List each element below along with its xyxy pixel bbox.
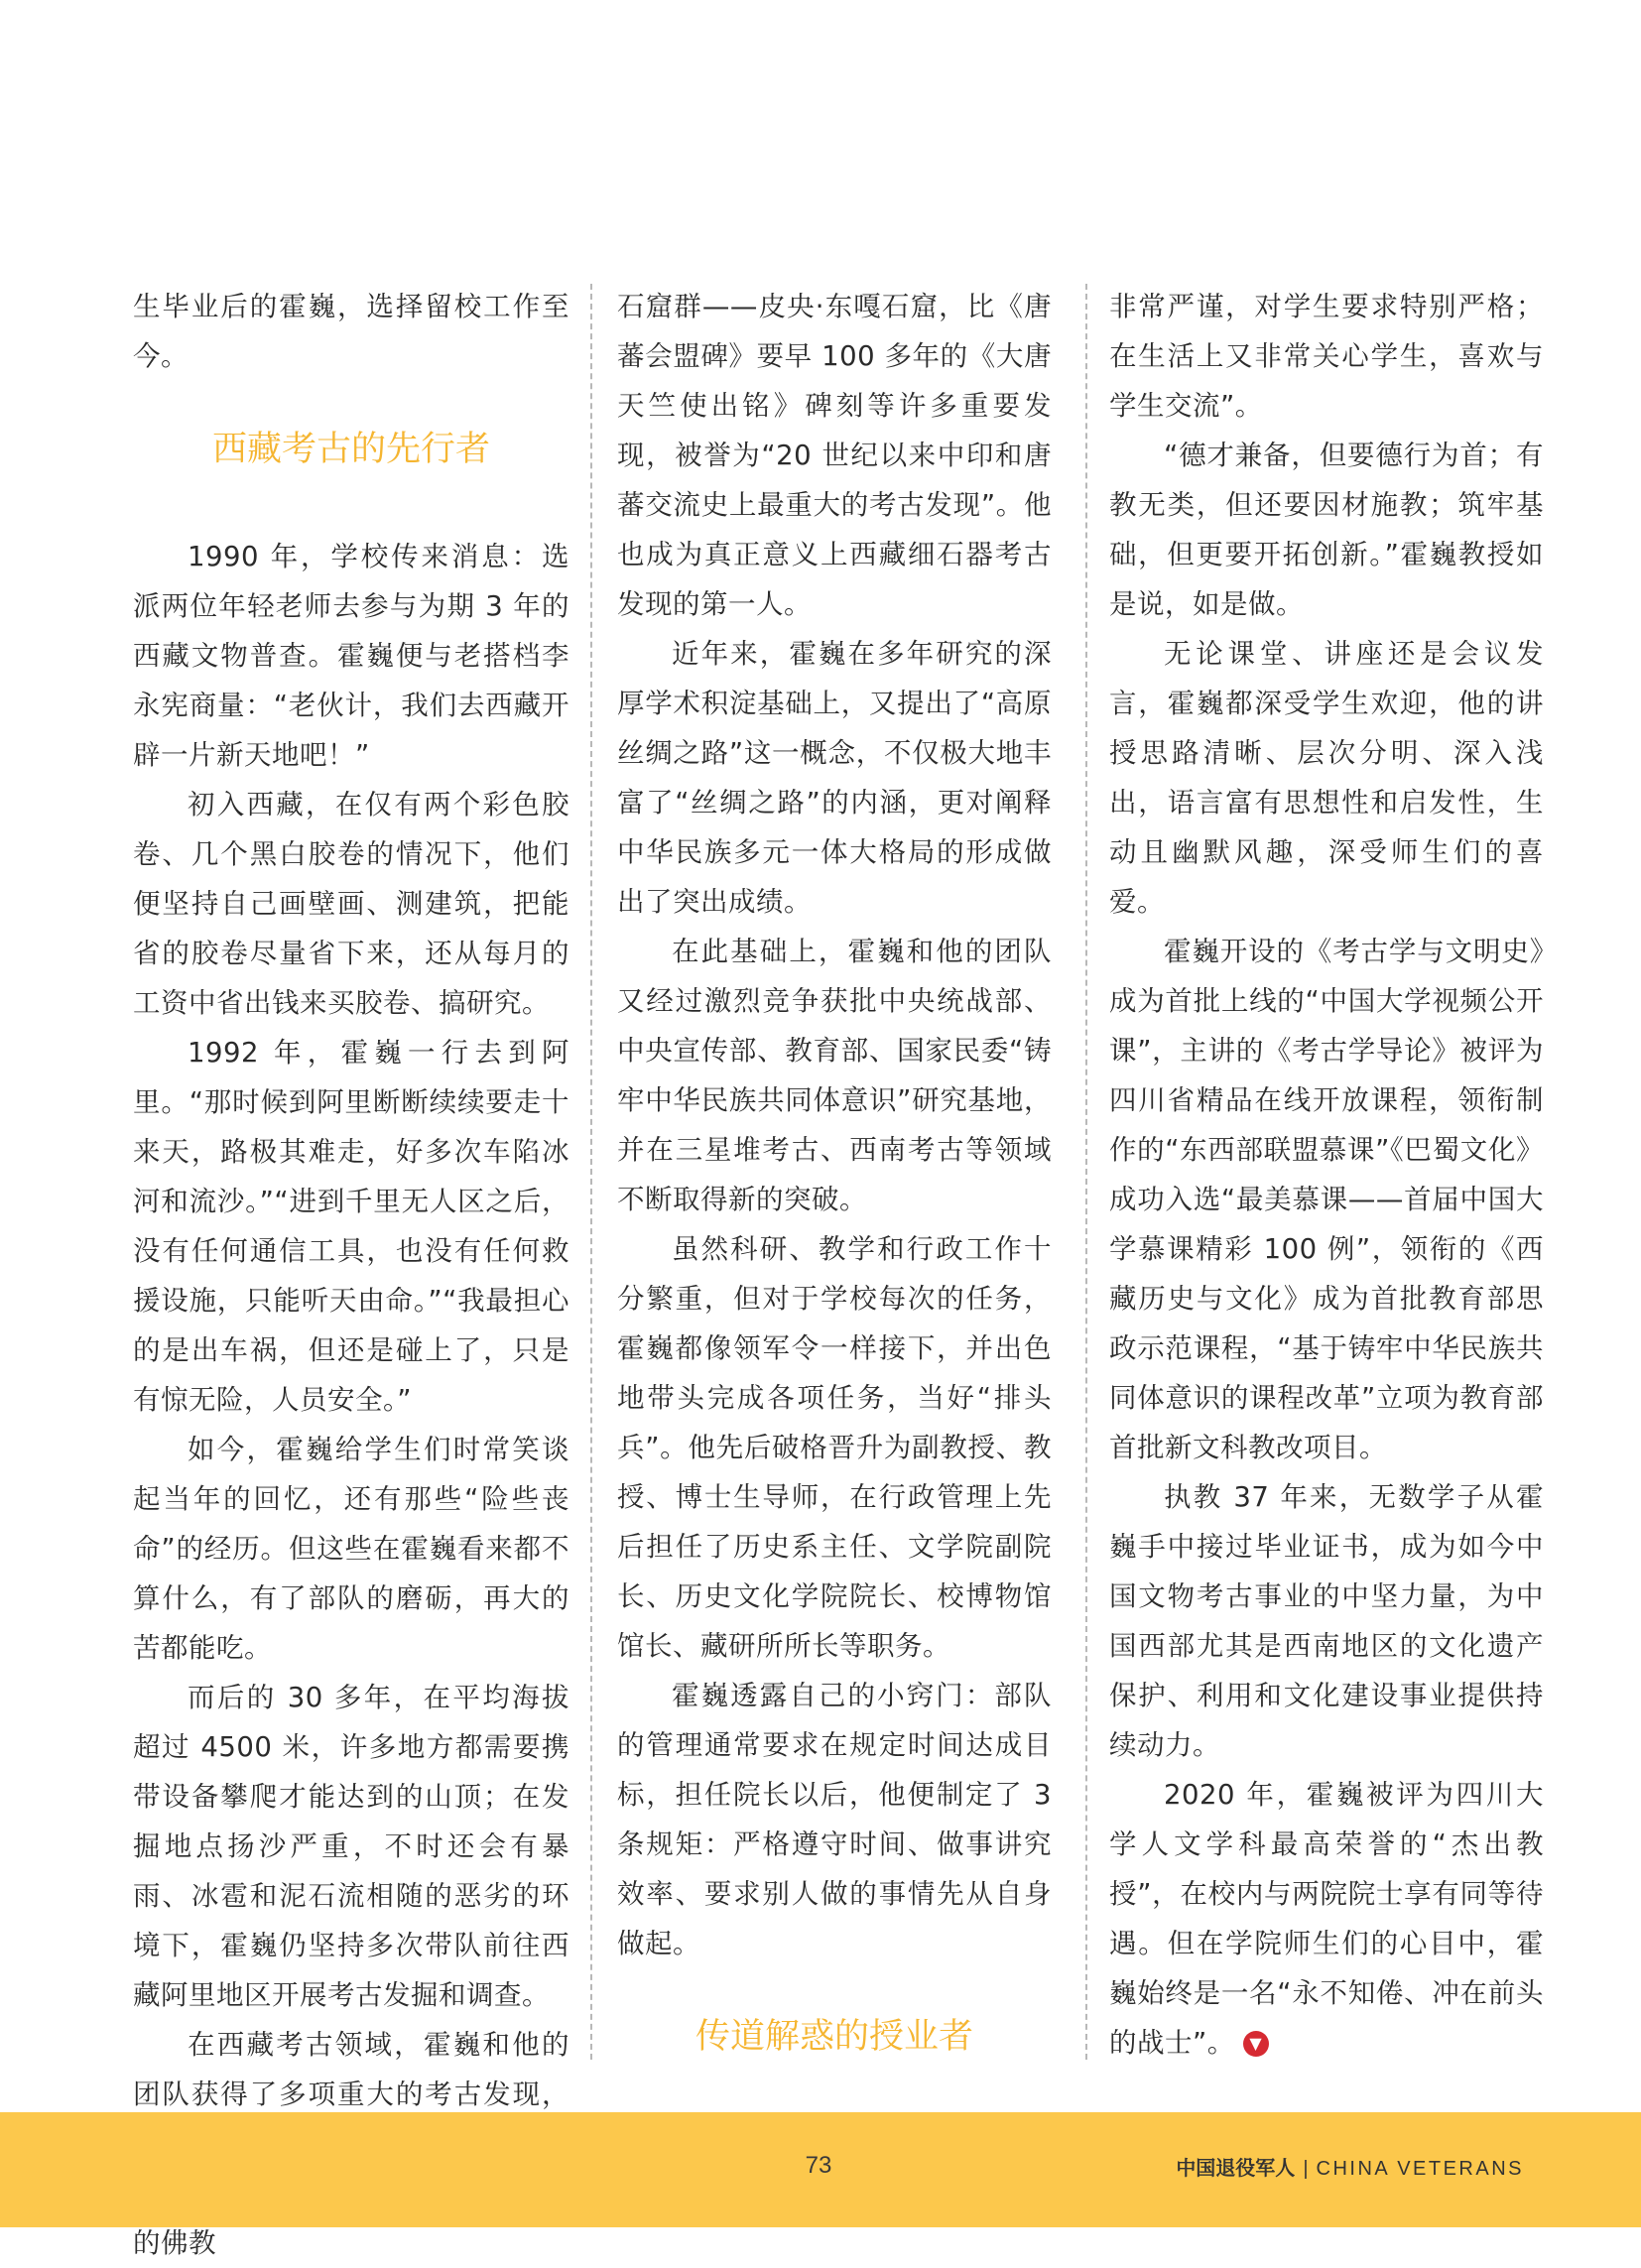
- brand-english: CHINA VETERANS: [1316, 2158, 1524, 2180]
- column-divider: [590, 284, 592, 2060]
- paragraph: 如今，霍巍给学生们时常笑谈起当年的回忆，还有那些“险些丧命”的经历。但这些在霍巍看来都不算什么，有了部队的磨砺，再大的苦都能吃。: [133, 1434, 569, 1664]
- paragraph-text: 2020 年，霍巍被评为四川大学人文学科最高荣誉的“杰出教授”，在校内与两院院士享有同等待遇。但在学院师生们的心目中，霍巍始终是一名“永不知倦、冲在前头的战士”。: [1109, 1779, 1544, 2059]
- text-column-1: [133, 282, 569, 2259]
- paragraph: 1990 年，学校传来消息：选派两位年轻老师去参与为期 3 年的西藏文物普查。霍巍便与老搭档李永宪商量：“老伙计，我们去西藏开辟一片新天地吧！”: [133, 541, 569, 771]
- paragraph: 执教 37 年来，无数学子从霍巍手中接过毕业证书，成为如今中国文物考古事业的中坚力量，为中国西部尤其是西南地区的文化遗产保护、利用和文化建设事业提供持续动力。: [1109, 1481, 1544, 1761]
- paragraph: [1109, 1770, 1544, 2068]
- paragraph: 石窟群——皮央·东嘎石窟，比《唐蕃会盟碑》要早 100 多年的《大唐天竺使出铭》碑刻等许多重要发现，被誉为“20 世纪以来中印和唐蕃交流史上最重大的考古发现”。他也成为真正意义上西藏细石器考古发现的第一人。: [617, 291, 1052, 620]
- paragraph: 无论课堂、讲座还是会议发言，霍巍都深受学生欢迎，他的讲授思路清晰、层次分明、深入浅出，语言富有思想性和启发性，生动且幽默风趣，深受师生们的喜爱。: [1109, 638, 1544, 918]
- paragraph: 非常严谨，对学生要求特别严格；在生活上又非常关心学生，喜欢与学生交流”。: [1109, 291, 1544, 422]
- section-heading: 传道解惑的授业者: [694, 2017, 973, 2057]
- page-number: 73: [805, 2152, 832, 2179]
- brand-chinese: 中国退役军人: [1176, 2158, 1296, 2180]
- paragraph: 1992 年，霍巍一行去到阿里。“那时候到阿里断断续续要走十来天，路极其难走，好多次车陷冰河和流沙。”“进到千里无人区之后，没有任何通信工具，也没有任何救援设施，只能听天由命。”“我最担心的是出车祸，但还是碰上了，只是有惊无险，人员安全。”: [133, 1037, 569, 1416]
- section-heading: 西藏考古的先行者: [211, 430, 490, 469]
- paragraph: 虽然科研、教学和行政工作十分繁重，但对于学校每次的任务，霍巍都像领军令一样接下，并出色地带头完成各项任务，当好“排头兵”。他先后破格晋升为副教授、教授、博士生导师，在行政管理上先后担任了历史系主任、文学院副院长、历史文化学院院长、校博物馆馆长、藏研所所长等职务。: [617, 1233, 1052, 1662]
- paragraph: 生毕业后的霍巍，选择留校工作至今。: [133, 291, 569, 372]
- paragraph: 霍巍开设的《考古学与文明史》成为首批上线的“中国大学视频公开课”，主讲的《考古学导论》被评为四川省精品在线开放课程，领衔制作的“东西部联盟慕课”《巴蜀文化》成功入选“最美慕课——首届中国大学慕课精彩 100 例”，领衔的《西藏历史与文化》成为首批教育部思政示范课程，“基于铸牢中华民族共同体意识的课程改革”立项为教育部首批新文科教改项目。: [1109, 936, 1544, 1463]
- paragraph: 初入西藏，在仅有两个彩色胶卷、几个黑白胶卷的情况下，他们便坚持自己画壁画、测建筑，把能省的胶卷尽量省下来，还从每月的工资中省出钱来买胶卷、搞研究。: [133, 789, 569, 1019]
- paragraph: “德才兼备，但要德行为首；有教无类，但还要因材施教；筑牢基础，但更要开拓创新。”霍巍教授如是说，如是做。: [1109, 440, 1544, 620]
- text-column-3: [1109, 282, 1544, 2097]
- paragraph: 霍巍透露自己的小窍门：部队的管理通常要求在规定时间达成目标，担任院长以后，他便制定了 3 条规矩：严格遵守时间、做事讲究效率、要求别人做的事情先从自身做起。: [617, 1680, 1052, 1959]
- brand-separator: |: [1303, 2158, 1309, 2180]
- veteran-emblem-icon: ▼: [1243, 2031, 1269, 2057]
- magazine-brand: [1176, 2152, 1524, 2181]
- paragraph: 在西藏考古领域，霍巍和他的团队获得了多项重大的考古发现， 的佛教: [133, 2029, 569, 2259]
- paragraph: 近年来，霍巍在多年研究的深厚学术积淀基础上，又提出了“高原丝绸之路”这一概念，不仅极大地丰富了“丝绸之路”的内涵，更对阐释中华民族多元一体大格局的形成做出了突出成绩。: [617, 638, 1052, 918]
- column-divider: [1085, 284, 1087, 2060]
- paragraph: 而后的 30 多年，在平均海拔超过 4500 米，许多地方都需要携带设备攀爬才能达到的山顶；在发掘地点扬沙严重，不时还会有暴雨、冰雹和泥石流相随的恶劣的环境下，霍巍仍坚持多次带队前往西藏阿里地区开展考古发掘和调查。: [133, 1682, 569, 2011]
- text-column-2: [617, 282, 1052, 2097]
- paragraph: 在此基础上，霍巍和他的团队又经过激烈竞争获批中央统战部、中央宣传部、教育部、国家民委“铸牢中华民族共同体意识”研究基地，并在三星堆考古、西南考古等领域不断取得新的突破。: [617, 936, 1052, 1215]
- footer-band: [0, 2112, 1641, 2227]
